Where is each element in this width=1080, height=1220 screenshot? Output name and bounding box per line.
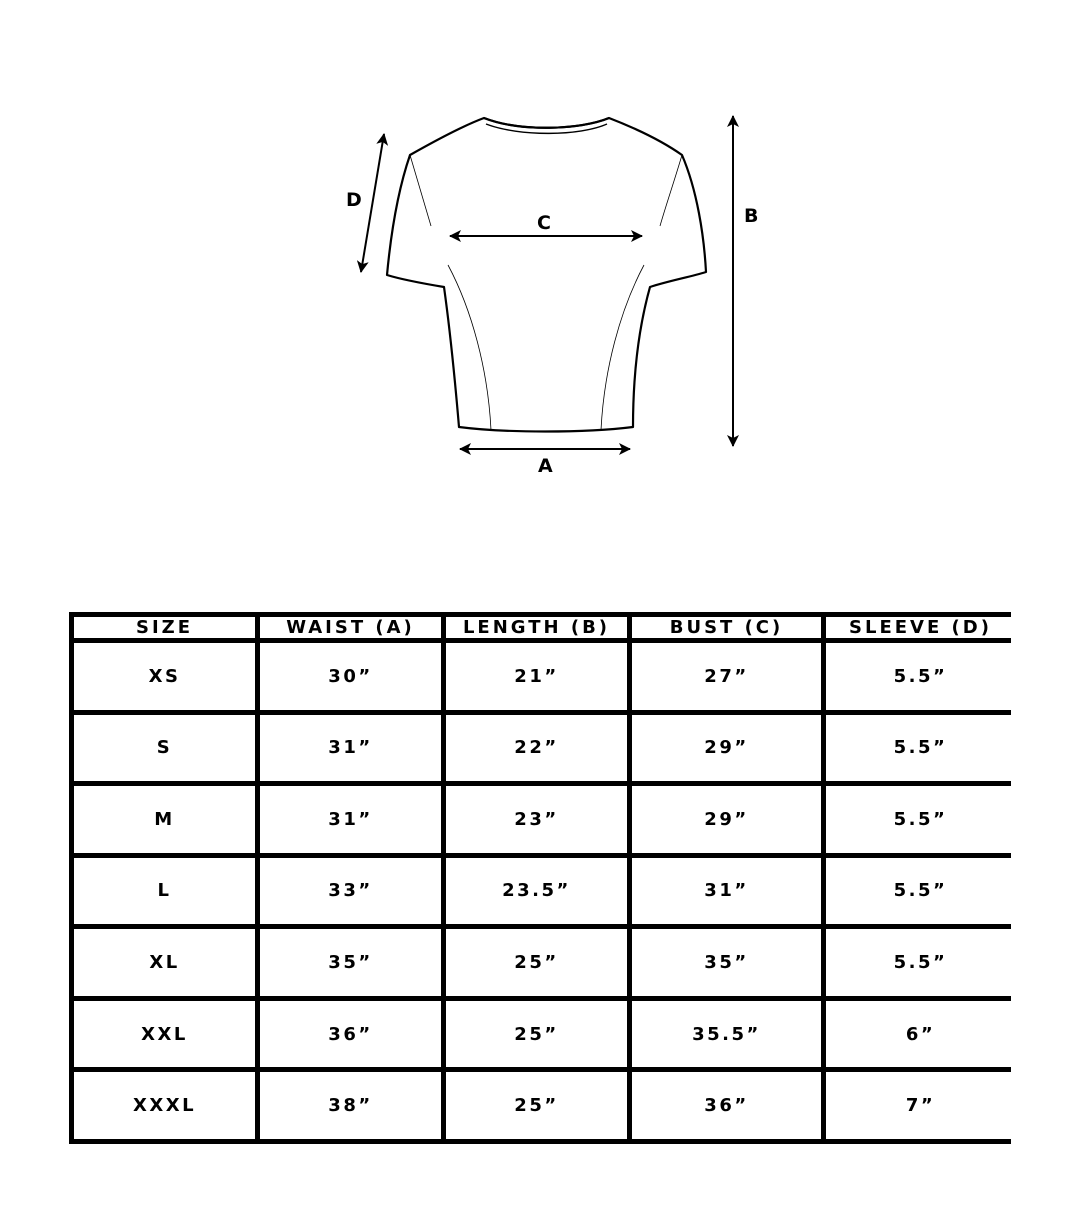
tshirt-outline <box>387 118 706 432</box>
label-a: A <box>538 455 553 477</box>
table-header-row <box>74 617 1015 638</box>
cell-length: 23.5” <box>446 858 627 925</box>
cell-sleeve: 5.5” <box>826 929 1015 996</box>
cell-size: L <box>74 858 255 925</box>
cell-sleeve: 7” <box>826 1072 1015 1139</box>
cell-waist: 35” <box>260 929 441 996</box>
cell-bust: 29” <box>632 715 821 782</box>
cell-length: 22” <box>446 715 627 782</box>
label-b: B <box>744 205 759 227</box>
table-row <box>74 858 1015 925</box>
cell-sleeve: 6” <box>826 1001 1015 1068</box>
label-d: D <box>346 189 362 211</box>
cell-bust: 35.5” <box>632 1001 821 1068</box>
cell-size: XL <box>74 929 255 996</box>
header-sleeve: SLEEVE (D) <box>826 617 1015 638</box>
label-c: C <box>537 212 551 234</box>
cell-size: M <box>74 786 255 853</box>
cell-bust: 29” <box>632 786 821 853</box>
table-row <box>74 929 1015 996</box>
cell-waist: 36” <box>260 1001 441 1068</box>
size-chart-table <box>69 612 1020 1144</box>
cell-size: XXL <box>74 1001 255 1068</box>
table-row <box>74 643 1015 710</box>
cell-waist: 33” <box>260 858 441 925</box>
cell-size: XS <box>74 643 255 710</box>
cell-waist: 31” <box>260 715 441 782</box>
cell-length: 21” <box>446 643 627 710</box>
cell-sleeve: 5.5” <box>826 643 1015 710</box>
cell-waist: 30” <box>260 643 441 710</box>
cell-waist: 31” <box>260 786 441 853</box>
size-chart-table-frame <box>69 612 1011 1144</box>
table-row <box>74 1001 1015 1068</box>
cell-bust: 35” <box>632 929 821 996</box>
cell-length: 23” <box>446 786 627 853</box>
table-row <box>74 1072 1015 1139</box>
cell-bust: 36” <box>632 1072 821 1139</box>
arrow-sleeve-d <box>361 134 384 272</box>
cell-length: 25” <box>446 1001 627 1068</box>
table-row <box>74 786 1015 853</box>
tshirt-measurement-diagram <box>0 0 1080 520</box>
cell-size: XXXL <box>74 1072 255 1139</box>
header-bust: BUST (C) <box>632 617 821 638</box>
cell-bust: 31” <box>632 858 821 925</box>
cell-bust: 27” <box>632 643 821 710</box>
cell-length: 25” <box>446 1072 627 1139</box>
table-row <box>74 715 1015 782</box>
cell-size: S <box>74 715 255 782</box>
cell-sleeve: 5.5” <box>826 715 1015 782</box>
cell-length: 25” <box>446 929 627 996</box>
cell-waist: 38” <box>260 1072 441 1139</box>
header-waist: WAIST (A) <box>260 617 441 638</box>
cell-sleeve: 5.5” <box>826 858 1015 925</box>
header-length: LENGTH (B) <box>446 617 627 638</box>
cell-sleeve: 5.5” <box>826 786 1015 853</box>
header-size: SIZE <box>74 617 255 638</box>
